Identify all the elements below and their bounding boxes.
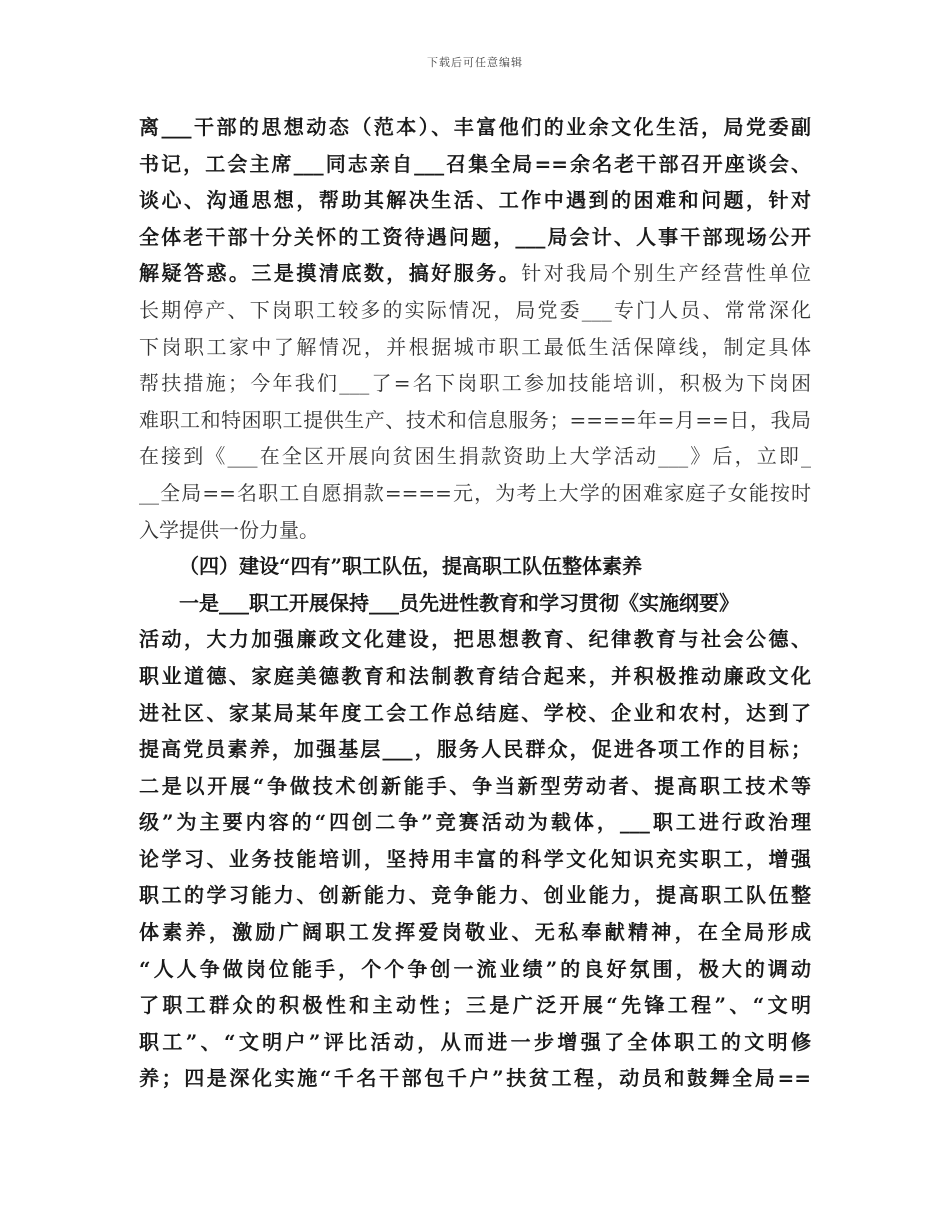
text-line-7: 下岗职工家中了解情况，并根据城市职工最低生活保障线，制定具体 xyxy=(139,334,811,359)
document-body xyxy=(139,109,811,1097)
text-line-19: 二是以开展“争做技术创新能手、争当新型劳动者、提高职工技术等 xyxy=(139,773,811,798)
text-line-15: 活动，大力加强廉政文化建设，把思想教育、纪律教育与社会公德、 xyxy=(139,627,811,652)
text-line-5-bold: 解疑答惑。三是摸清底数，搞好服务。 xyxy=(139,261,522,286)
text-line-18: 提高党员素养，加强基层___，服务人民群众，促进各项工作的目标； xyxy=(139,737,811,762)
text-line-25: 了职工群众的积极性和主动性；三是广泛开展“先锋工程”、“文明 xyxy=(139,993,811,1018)
text-line-20: 级”为主要内容的“四创二争”竞赛活动为载体，___职工进行政治理 xyxy=(139,810,811,835)
text-line-24: “人人争做岗位能手，个个争创一流业绩”的良好氛围，极大的调动 xyxy=(139,956,811,981)
text-line-8: 帮扶措施；今年我们___了=名下岗职工参加技能培训，积极为下岗困 xyxy=(139,371,811,396)
text-line-1: 离___干部的思想动态（范本）、丰富他们的业余文化生活，局党委副 xyxy=(139,115,811,139)
text-line-3: 谈心、沟通思想，帮助其解决生活、工作中遇到的困难和问题，针对 xyxy=(139,188,811,213)
text-line-10: 在接到《___在全区开展向贫困生捐款资助上大学活动___》后，立即_ xyxy=(139,444,811,469)
text-line-14: 一是___职工开展保持___员先进性教育和学习贯彻《实施纲要》 xyxy=(179,590,739,615)
section-heading: （四）建设“四有”职工队伍，提高职工队伍整体素养 xyxy=(179,554,643,579)
page-header-note: 下载后可任意编辑 xyxy=(427,56,523,69)
text-line-22: 职工的学习能力、创新能力、竞争能力、创业能力，提高职工队伍整 xyxy=(139,883,811,908)
text-line-16: 职业道德、家庭美德教育和法制教育结合起来，并积极推动廉政文化 xyxy=(139,663,811,688)
text-line-6: 长期停产、下岗职工较多的实际情况，局党委___专门人员、常常深化 xyxy=(139,297,811,322)
text-line-5-normal: 针对我局个别生产经营性单位 xyxy=(521,261,811,286)
text-line-2: 书记，工会主席___同志亲自___召集全局==余名老干部召开座谈会、 xyxy=(139,151,811,176)
text-line-12: 入学提供一份力量。 xyxy=(139,517,319,542)
text-line-4: 全体老干部十分关怀的工资待遇问题，___局会计、人事干部现场公开 xyxy=(139,224,811,249)
text-line-5 xyxy=(139,255,811,292)
text-line-9: 难职工和特困职工提供生产、技术和信息服务；====年=月==日，我局 xyxy=(139,407,811,432)
text-line-26: 职工”、“文明户”评比活动，从而进一步增强了全体职工的文明修 xyxy=(139,1029,811,1054)
text-line-17: 进社区、家某局某年度工会工作总结庭、学校、企业和农村，达到了 xyxy=(139,700,811,725)
text-line-11: __全局==名职工自愿捐款====元，为考上大学的困难家庭子女能按时 xyxy=(139,480,811,505)
text-line-27: 养；四是深化实施“千名干部包千户”扶贫工程，动员和鼓舞全局== xyxy=(139,1066,811,1091)
text-line-21: 论学习、业务技能培训，坚持用丰富的科学文化知识充实职工，增强 xyxy=(139,846,811,871)
text-line-23: 体素养，激励广阔职工发挥爱岗敬业、无私奉献精神，在全局形成 xyxy=(139,920,811,945)
